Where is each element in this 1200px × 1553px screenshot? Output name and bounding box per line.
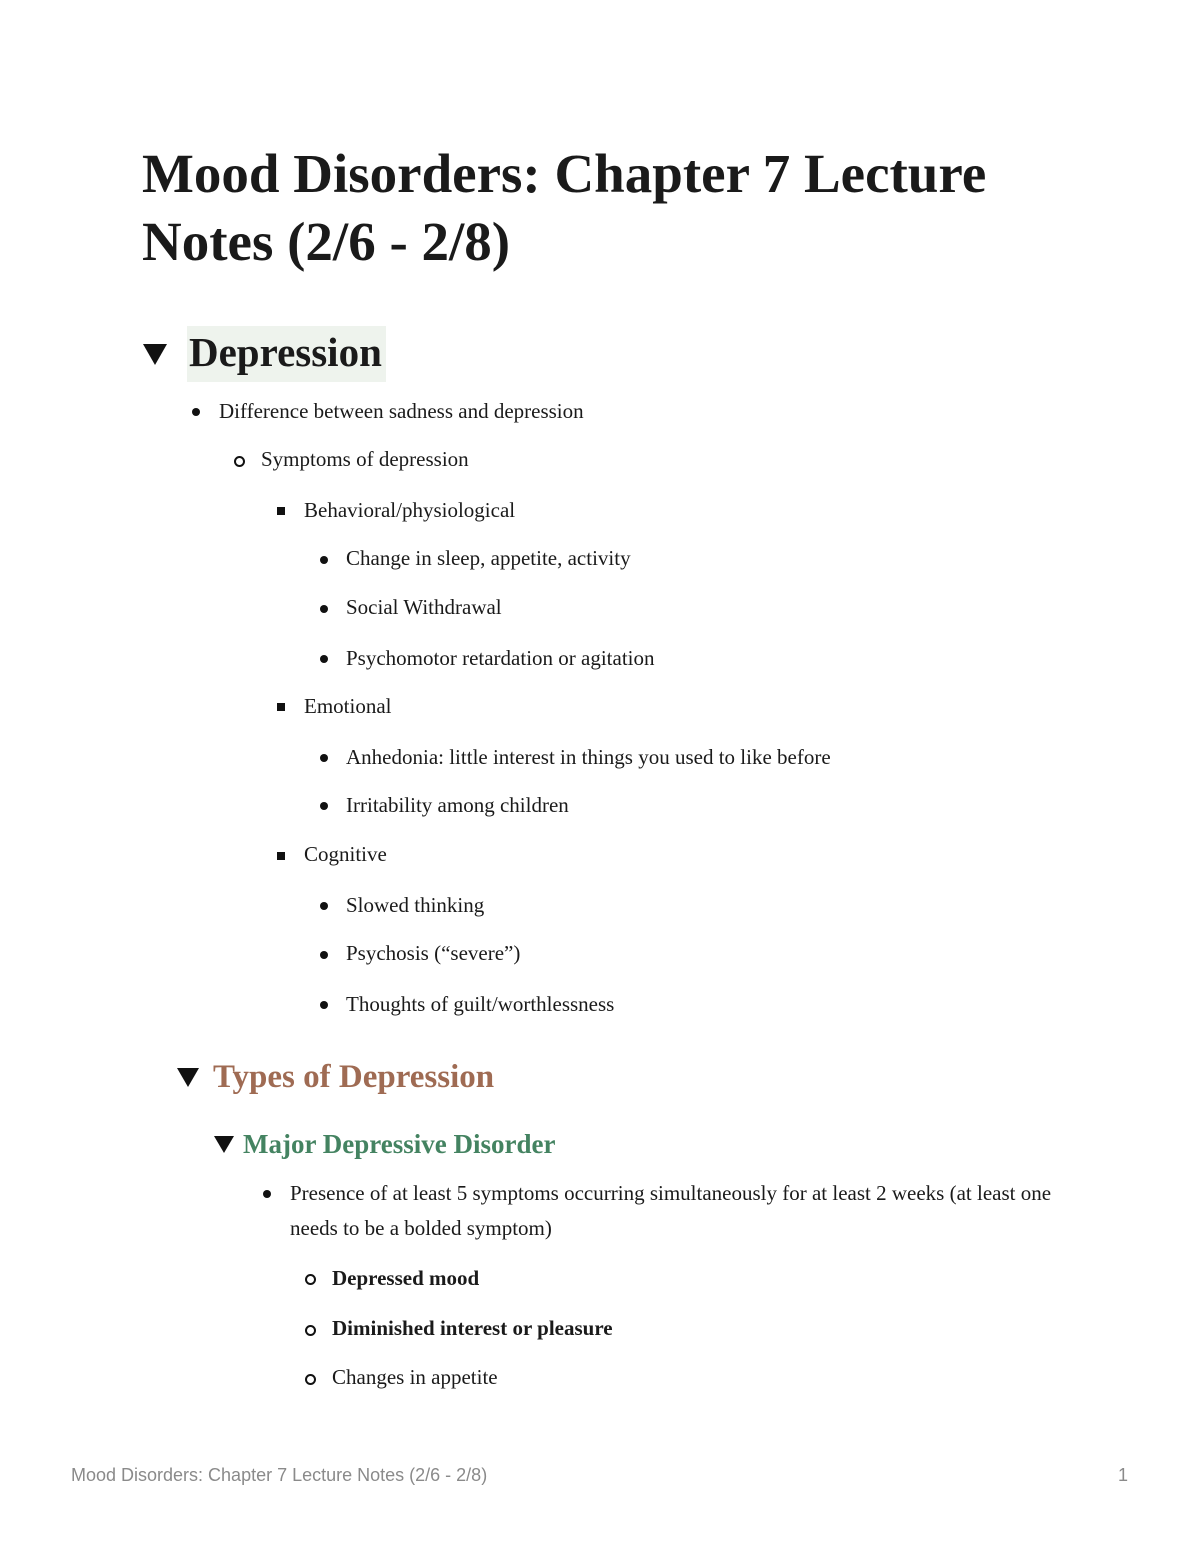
bullet-disc-icon (320, 902, 328, 910)
bullet-square-icon (277, 852, 285, 860)
bullet-disc-icon (320, 605, 328, 613)
footer-title: Mood Disorders: Chapter 7 Lecture Notes (2/6 - 2/8) (71, 1465, 488, 1485)
heading-types-of-depression: Types of Depression (213, 1059, 495, 1095)
triangle-down-icon[interactable] (214, 1136, 234, 1153)
page-title: Mood Disorders: Chapter 7 Lecture Notes (2/6 - 2/8) (142, 143, 987, 272)
page-number: 1 (1118, 1465, 1129, 1485)
bullet-disc-icon (320, 951, 328, 959)
list-item-emotional: Emotional (304, 694, 392, 718)
list-item: Thoughts of guilt/worthlessness (346, 992, 615, 1016)
toggle-major-depressive-disorder[interactable] (214, 1129, 555, 1160)
list-item: Psychomotor retardation or agitation (346, 646, 655, 670)
list-item: Changes in appetite (332, 1365, 498, 1389)
bullet-circle-icon (305, 1374, 316, 1385)
bullet-circle-icon (305, 1325, 316, 1336)
triangle-down-icon[interactable] (177, 1068, 199, 1087)
toggle-types-of-depression[interactable] (177, 1059, 494, 1096)
list-item: Diminished interest or pleasure (332, 1316, 613, 1340)
list-item-difference: Difference between sadness and depression (219, 399, 584, 423)
list-item: Slowed thinking (346, 893, 485, 917)
list-item: Social Withdrawal (346, 595, 502, 619)
bullet-disc-icon (320, 802, 328, 810)
list-item: Psychosis (“severe”) (346, 941, 521, 965)
bullet-circle-icon (234, 456, 245, 467)
list-item: Anhedonia: little interest in things you used to like before (346, 745, 831, 769)
bullet-disc-icon (320, 1001, 328, 1009)
list-item-cognitive: Cognitive (304, 842, 387, 866)
bullet-disc-icon (320, 754, 328, 762)
list-item-behavioral: Behavioral/physiological (304, 498, 516, 522)
triangle-down-icon[interactable] (143, 344, 167, 365)
list-item: Depressed mood (332, 1266, 480, 1290)
heading-depression: Depression (187, 326, 386, 382)
bullet-disc-icon (263, 1190, 271, 1198)
bullet-disc-icon (192, 408, 200, 416)
list-item-symptoms: Symptoms of depression (261, 447, 469, 471)
bullet-disc-icon (320, 655, 328, 663)
list-item: Irritability among children (346, 793, 569, 817)
bullet-disc-icon (320, 556, 328, 564)
list-item: Change in sleep, appetite, activity (346, 546, 631, 570)
toggle-depression[interactable] (143, 326, 386, 382)
list-item-mdd-criteria: Presence of at least 5 symptoms occurring simultaneously for at least 2 weeks (at least one needs to be a bolded symptom) (290, 1181, 1052, 1240)
bullet-circle-icon (305, 1274, 316, 1285)
heading-major-depressive-disorder: Major Depressive Disorder (243, 1129, 556, 1159)
bullet-square-icon (277, 703, 285, 711)
bullet-square-icon (277, 507, 285, 515)
